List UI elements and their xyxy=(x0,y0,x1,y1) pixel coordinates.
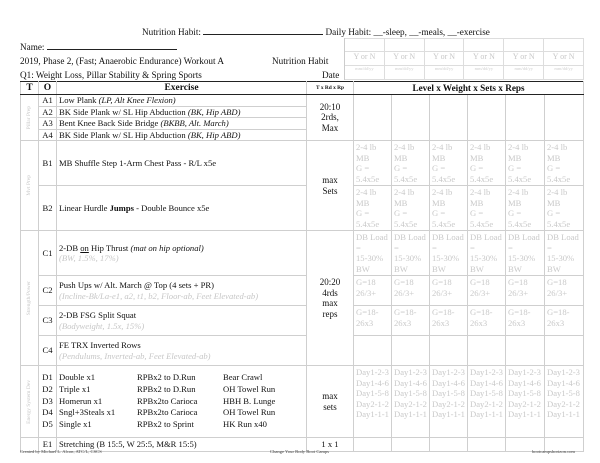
log-cell[interactable] xyxy=(354,95,392,141)
footer-right: bootcampshorizon.com xyxy=(532,449,575,454)
log-cell[interactable] xyxy=(430,336,468,366)
name-line xyxy=(20,41,177,53)
yn-cell[interactable]: Y or N xyxy=(425,52,465,66)
yn-cell[interactable]: Y or N xyxy=(464,52,504,66)
section-a-label: Pillar Prep xyxy=(21,95,39,141)
log-cell[interactable] xyxy=(392,95,430,141)
log-cell[interactable]: Day1-2-3 Day1-4-6 Day1-5-8 Day2-1-2 Day1-1-1 xyxy=(354,366,392,438)
table-row xyxy=(21,306,584,336)
log-cell[interactable]: 2-4 lb MB G = 5.4x5e xyxy=(506,141,545,186)
order-c1: C1 xyxy=(39,231,57,276)
table-row xyxy=(21,231,584,276)
exercise-a2: BK Side Plank w/ SL Hip Abduction (BK, Hip ABD) xyxy=(57,106,307,118)
goal-text: Q1: Weight Loss, Pillar Stability & Spring Sports xyxy=(20,70,202,80)
log-cell[interactable]: G=18-26x3 xyxy=(506,306,545,336)
log-cell[interactable]: DB Load = 15-30% BW xyxy=(468,231,506,276)
section-b-label: Mvt Prep xyxy=(21,141,39,231)
log-cell[interactable] xyxy=(468,95,506,141)
log-cell[interactable]: 2-4 lb MB G = 5.4x5e xyxy=(354,186,392,231)
table-row xyxy=(21,95,584,107)
log-cell[interactable] xyxy=(506,95,545,141)
col-exercise: Exercise xyxy=(57,82,307,95)
log-cell[interactable]: G=18 26/3+ xyxy=(392,276,430,306)
exercise-c2: Push Ups w/ Alt. March @ Top (4 sets + PR) (Incline-Bk/La-e1, a2, t1, b2, Floor-ab, Feet Elevated-ab) xyxy=(57,276,307,306)
log-cell[interactable]: G=18-26x3 xyxy=(354,306,392,336)
order-e1: E1 xyxy=(39,438,57,452)
log-cell[interactable]: G=18 26/3+ xyxy=(545,276,584,306)
order-c3: C3 xyxy=(39,306,57,336)
log-cell[interactable] xyxy=(354,336,392,366)
log-cell[interactable]: G=18-26x3 xyxy=(545,306,584,336)
order-b1: B1 xyxy=(39,141,57,186)
date-cell[interactable]: mm/dd/yy xyxy=(504,66,544,80)
tr-b: max Sets xyxy=(307,141,354,231)
yn-cell[interactable]: Y or N xyxy=(385,52,425,66)
log-cell[interactable]: 2-4 lb MB G = 5.4x5e xyxy=(545,186,584,231)
log-cell[interactable]: G=18 26/3+ xyxy=(506,276,545,306)
daily-habit-label: Daily Habit: xyxy=(325,27,372,37)
section-d-label: Energy System Dev xyxy=(21,366,39,438)
exercise-c3: 2-DB FSG Split Squat (Bodyweight, 1.5x, 15%) xyxy=(57,306,307,336)
log-cell[interactable]: G=18-26x3 xyxy=(430,306,468,336)
exercise-a1: Low Plank (LP, Alt Knee Flexion) xyxy=(57,95,307,107)
log-cell[interactable]: DB Load = 15-30% BW xyxy=(354,231,392,276)
tr-a: 20:10 2rds, Max xyxy=(307,95,354,141)
log-cell[interactable] xyxy=(468,336,506,366)
date-cell[interactable]: mm/dd/yy xyxy=(544,66,584,80)
tr-d: max sets xyxy=(307,366,354,438)
log-cell[interactable] xyxy=(468,438,506,452)
log-cell[interactable]: 2-4 lb MB G = 5.4x5e xyxy=(354,141,392,186)
col-t: T xyxy=(21,82,39,95)
date-cell[interactable]: mm/dd/yy xyxy=(425,66,465,80)
nutrition-habit-line xyxy=(142,26,490,38)
log-cell[interactable]: 2-4 lb MB G = 5.4x5e xyxy=(430,186,468,231)
yn-cell[interactable]: Y or N xyxy=(345,52,385,66)
order-b2: B2 xyxy=(39,186,57,231)
log-cell[interactable]: Day1-2-3 Day1-4-6 Day1-5-8 Day2-1-2 Day1-1-1 xyxy=(545,366,584,438)
log-cell[interactable]: 2-4 lb MB G = 5.4x5e xyxy=(392,141,430,186)
col-t-rd-rp: T x Rd x Rp xyxy=(307,82,354,95)
order-d: D1 D2 D3 D4 D5 xyxy=(39,366,57,438)
log-cell[interactable]: Day1-2-3 Day1-4-6 Day1-5-8 Day2-1-2 Day1-1-1 xyxy=(468,366,506,438)
table-row xyxy=(21,366,584,438)
order-a1: A1 xyxy=(39,95,57,107)
log-cell[interactable]: DB Load = 15-30% BW xyxy=(430,231,468,276)
nutrition-habit-col-label: Nutrition Habit xyxy=(272,56,329,66)
order-a2: A2 xyxy=(39,106,57,118)
log-cell[interactable]: 2-4 lb MB G = 5.4x5e xyxy=(506,186,545,231)
log-cell[interactable]: Day1-2-3 Day1-4-6 Day1-5-8 Day2-1-2 Day1-1-1 xyxy=(506,366,545,438)
log-cell[interactable] xyxy=(430,95,468,141)
log-cell[interactable]: 2-4 lb MB G = 5.4x5e xyxy=(545,141,584,186)
date-cell[interactable]: mm/dd/yy xyxy=(345,66,385,80)
workout-table xyxy=(20,81,584,452)
log-cell[interactable] xyxy=(430,438,468,452)
log-cell[interactable] xyxy=(545,95,584,141)
yn-cell[interactable]: Y or N xyxy=(544,52,584,66)
log-cell[interactable]: G=18-26x3 xyxy=(468,306,506,336)
log-cell[interactable] xyxy=(506,336,545,366)
log-cell[interactable]: 2-4 lb MB G = 5.4x5e xyxy=(430,141,468,186)
program-title: 2019, Phase 2, (Fast; Anaerobic Endurance) Workout A xyxy=(20,56,224,66)
log-cell[interactable]: Day1-2-3 Day1-4-6 Day1-5-8 Day2-1-2 Day1-1-1 xyxy=(392,366,430,438)
log-cell[interactable]: DB Load = 15-30% BW xyxy=(392,231,430,276)
table-row xyxy=(21,186,584,231)
name-field[interactable] xyxy=(47,41,177,50)
order-a4: A4 xyxy=(39,129,57,141)
exercise-b1: MB Shuffle Step 1-Arm Chest Pass - R/L x5e xyxy=(57,141,307,186)
tr-c: 20:20 4rds max reps xyxy=(307,231,354,366)
log-cell[interactable] xyxy=(545,336,584,366)
order-c2: C2 xyxy=(39,276,57,306)
exercise-d: Double x1 Triple x1 Homerun x1 Sngl+3Steals x1 Single x1 RPBx2 to D.Run RPBx2 to D.Run RPBx2to Carioca RPBx2to Carioca RPBx2 to Sprint Bear Crawl OH Towel Run HBH B. Lunge OH Towel Run HK Run x40 xyxy=(57,366,307,438)
section-c-label: Strength/Power xyxy=(21,231,39,366)
yn-cell[interactable]: Y or N xyxy=(504,52,544,66)
date-label: Date xyxy=(322,70,340,80)
log-cell[interactable] xyxy=(392,438,430,452)
log-cell[interactable]: G=18 26/3+ xyxy=(468,276,506,306)
order-a3: A3 xyxy=(39,118,57,130)
col-log: Level x Weight x Sets x Reps xyxy=(354,82,584,95)
exercise-a4: BK Side Plank w/ SL Hip Abduction (BK, Hip ABD) xyxy=(57,129,307,141)
col-o: O xyxy=(39,82,57,95)
nutrition-habit-label: Nutrition Habit: xyxy=(142,27,201,37)
date-cell[interactable]: mm/dd/yy xyxy=(385,66,425,80)
exercise-c4: FE TRX Inverted Rows (Pendulums, Inverted-ab, Feet Elevated-ab) xyxy=(57,336,307,366)
log-cell[interactable]: DB Load = 15-30% BW xyxy=(506,231,545,276)
log-cell[interactable]: G=18 26/3+ xyxy=(430,276,468,306)
table-row xyxy=(21,276,584,306)
footer-center: Change Your Body Boot Camps xyxy=(270,449,330,454)
log-cell[interactable]: Day1-2-3 Day1-4-6 Day1-5-8 Day2-1-2 Day1-1-1 xyxy=(430,366,468,438)
exercise-c1: 2-DB on Hip Thrust (mat on hip optional) (BW, 1.5%, 17%) xyxy=(57,231,307,276)
exercise-e1: Stretching (B 15:5, W 25:5, M&R 15:5) xyxy=(57,438,307,452)
log-cell[interactable]: 2-4 lb MB G = 5.4x5e xyxy=(468,186,506,231)
log-cell[interactable]: 2-4 lb MB G = 5.4x5e xyxy=(392,186,430,231)
table-row xyxy=(21,141,584,186)
order-c4: C4 xyxy=(39,336,57,366)
log-cell[interactable]: 2-4 lb MB G = 5.4x5e xyxy=(468,141,506,186)
log-cell[interactable]: DB Load = 15-30% BW xyxy=(545,231,584,276)
log-cell[interactable] xyxy=(354,438,392,452)
tr-e: 1 x 1 xyxy=(307,438,354,452)
column-header-row xyxy=(21,82,584,95)
exercise-a3: Bent Knee Back Side Bridge (BKBB, Alt. March) xyxy=(57,118,307,130)
log-cell[interactable]: G=18-26x3 xyxy=(392,306,430,336)
log-cell[interactable] xyxy=(392,336,430,366)
daily-habit-items: __-sleep, __-meals, __-exercise xyxy=(373,27,490,37)
footer-left: Created by Michael L. Alcon, ATC/L, CSCS xyxy=(20,449,102,454)
exercise-b2: Linear Hurdle Jumps - Double Bounce x5e xyxy=(57,186,307,231)
table-row xyxy=(21,336,584,366)
habit-date-grid xyxy=(344,38,584,81)
date-cell[interactable]: mm/dd/yy xyxy=(464,66,504,80)
nutrition-habit-field[interactable] xyxy=(203,26,323,35)
name-label: Name: xyxy=(20,42,45,52)
log-cell[interactable]: G=18 26/3+ xyxy=(354,276,392,306)
